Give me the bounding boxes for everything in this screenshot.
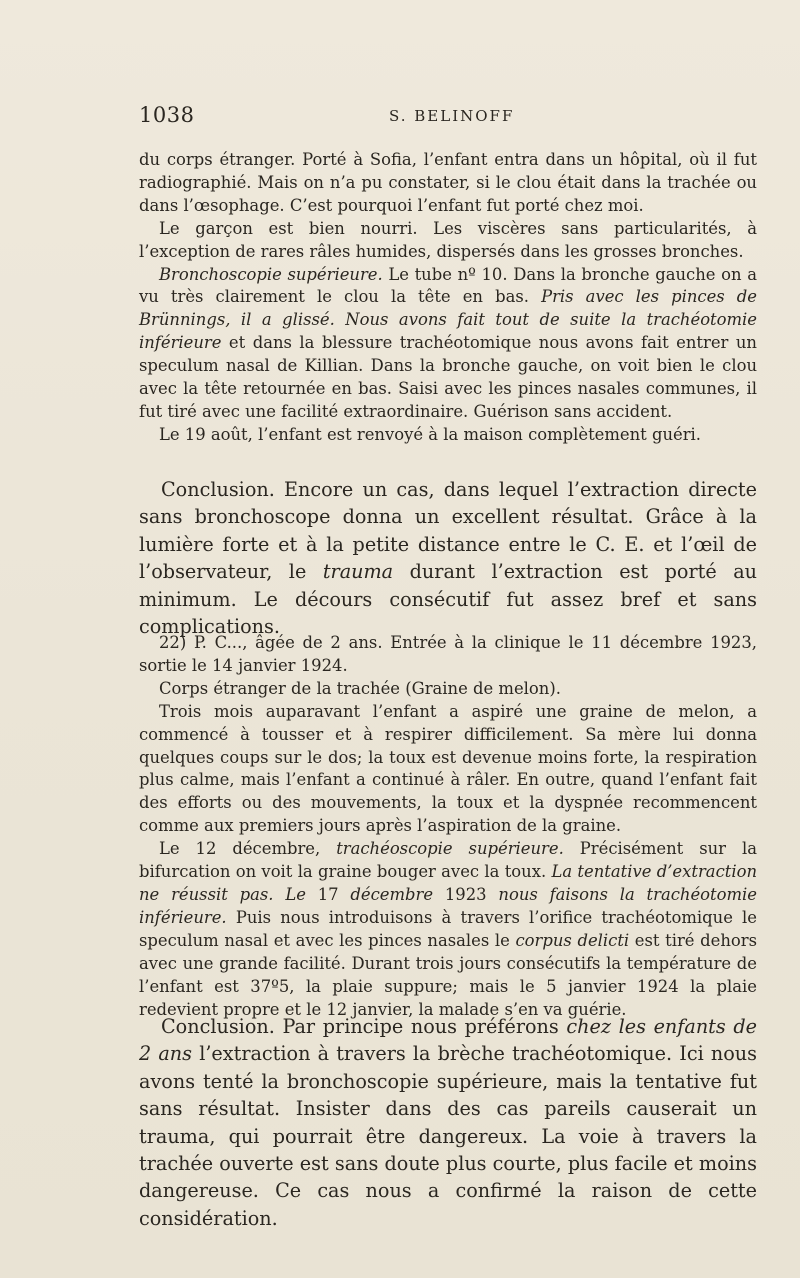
case22-paragraph-1: 22) P. C..., âgée de 2 ans. Entrée à la clinique le 11 décembre 1923, sortie le 14 janvier 1924.: [139, 633, 757, 675]
conclusion-2: [139, 1013, 757, 1232]
running-head: S. BELINOFF: [389, 107, 515, 125]
conclusion-1-italic: trauma: [322, 560, 394, 584]
case22-t5: Puis nous introduisons à travers l’orifice trachéotomique le speculum nasal et avec les pinces nasales le: [139, 907, 757, 950]
page-header: [139, 103, 759, 133]
case22-t1: Le 12 décembre,: [159, 839, 337, 859]
case22-i3: décembre: [350, 884, 434, 904]
case22-i1: trachéoscopie supérieure.: [336, 839, 564, 859]
case22-paragraph-2: Corps étranger de la trachée (Graine de melon).: [159, 678, 561, 698]
case21-paragraph-4: Le 19 août, l’enfant est renvoyé à la maison complètement guéri.: [159, 424, 702, 444]
case22-t4: 1923: [433, 884, 499, 904]
case22-t2: Précisément sur la bifurcation on voit la graine bouger avec la toux.: [139, 839, 757, 882]
case22-i2: La tentative d’extraction ne réussit pas. Le: [139, 862, 757, 904]
case22-i4: nous faisons la trachéotomie inférieure.: [139, 884, 757, 927]
page-number: 1038: [139, 103, 195, 127]
conclusion-2-paragraph: [139, 1013, 757, 1232]
conclusion-1-end: durant l’extraction est porté au minimum. Le décours consécutif fut assez bref et sans complications.: [139, 560, 757, 639]
conclusion-2-t1: Conclusion. Par principe nous préférons: [161, 1015, 567, 1038]
case22-t6: est tiré dehors avec une grande facilité. Durant trois jours consécutifs la température de l’enfant est 37º5, la plaie suppure; mais le 5 janvier 1924 la plaie redevient propre et le 12 janvier, la malade s’en va guérie.: [139, 930, 757, 1019]
case-22: [139, 632, 757, 1021]
case21-text-2: et dans la blessure trachéotomique nous avons fait entrer un speculum nasal de Killian. Dans la bronche gauche, on voit bien le clou avec la tête retournée en bas. Saisi avec les pinces nasales communes, il fut tiré avec une facilité extraordinaire. Guérison sans accident.: [139, 333, 757, 421]
conclusion-2-t2: l’extraction à travers la brèche trachéotomique. Ici nous avons tenté la bronchoscopie supérieure, mais la tentative fut sans résultat. Insister dans des cas pareils causerait un trauma, qui pourrait être dangereux. La voie à travers la trachée ouverte est sans doute plus courte, plus facile et moins dangereuse. Ce cas nous a confirmé la raison de cette considération.: [139, 1042, 758, 1230]
case21-italic-2: Pris avec les pinces de Brünnings, il a glissé. Nous avons fait tout de suite la trachéotomie inférieure: [139, 287, 757, 353]
case-21-continuation: [139, 149, 757, 447]
case22-t3: 17: [305, 884, 351, 904]
case22-paragraph-3: Trois mois auparavant l’enfant a aspiré une graine de melon, a commencé à tousser et à respirer difficilement. Sa mère lui donna quelques coups sur le dos; la toux est devenue moins forte, la respiration plus calme, mais l’enfant a continué à râler. En outre, quand l’enfant fait des efforts ou des mouvements, la toux et la dyspnée recommencent comme aux premiers jours après l’aspiration de la graine.: [139, 701, 757, 836]
conclusion-2-i1: chez les enfants de 2 ans: [139, 1015, 757, 1066]
case21-text-1: Le tube nº 10. Dans la bronche gauche on a vu très clairement le clou la tête en bas.: [139, 264, 757, 307]
case21-paragraph-2: Le garçon est bien nourri. Les viscères sans particularités, à l’exception de rares râles humides, dispersés dans les grosses bronches.: [139, 218, 757, 261]
case21-paragraph-1: du corps étranger. Porté à Sofia, l’enfant entra dans un hôpital, où il fut radiographié. Mais on n’a pu constater, si le clou était dans la trachée ou dans l’œsophage. C’est pourquoi l’enfant fut porté chez moi.: [139, 150, 757, 215]
case22-paragraph-4: [139, 838, 757, 1021]
conclusion-1-paragraph: [139, 476, 757, 640]
case21-italic-1: Bronchoscopie supérieure.: [159, 264, 383, 284]
conclusion-1: [139, 476, 757, 640]
conclusion-1-text: Conclusion. Encore un cas, dans lequel l’extraction directe sans bronchoscope donna un excellent résultat. Grâce à la lumière forte et à la petite distance entre le C. E. et l’œil de l’observateur, le: [139, 478, 757, 584]
case22-i5: corpus delicti: [515, 930, 630, 950]
case21-paragraph-3: [139, 264, 757, 424]
